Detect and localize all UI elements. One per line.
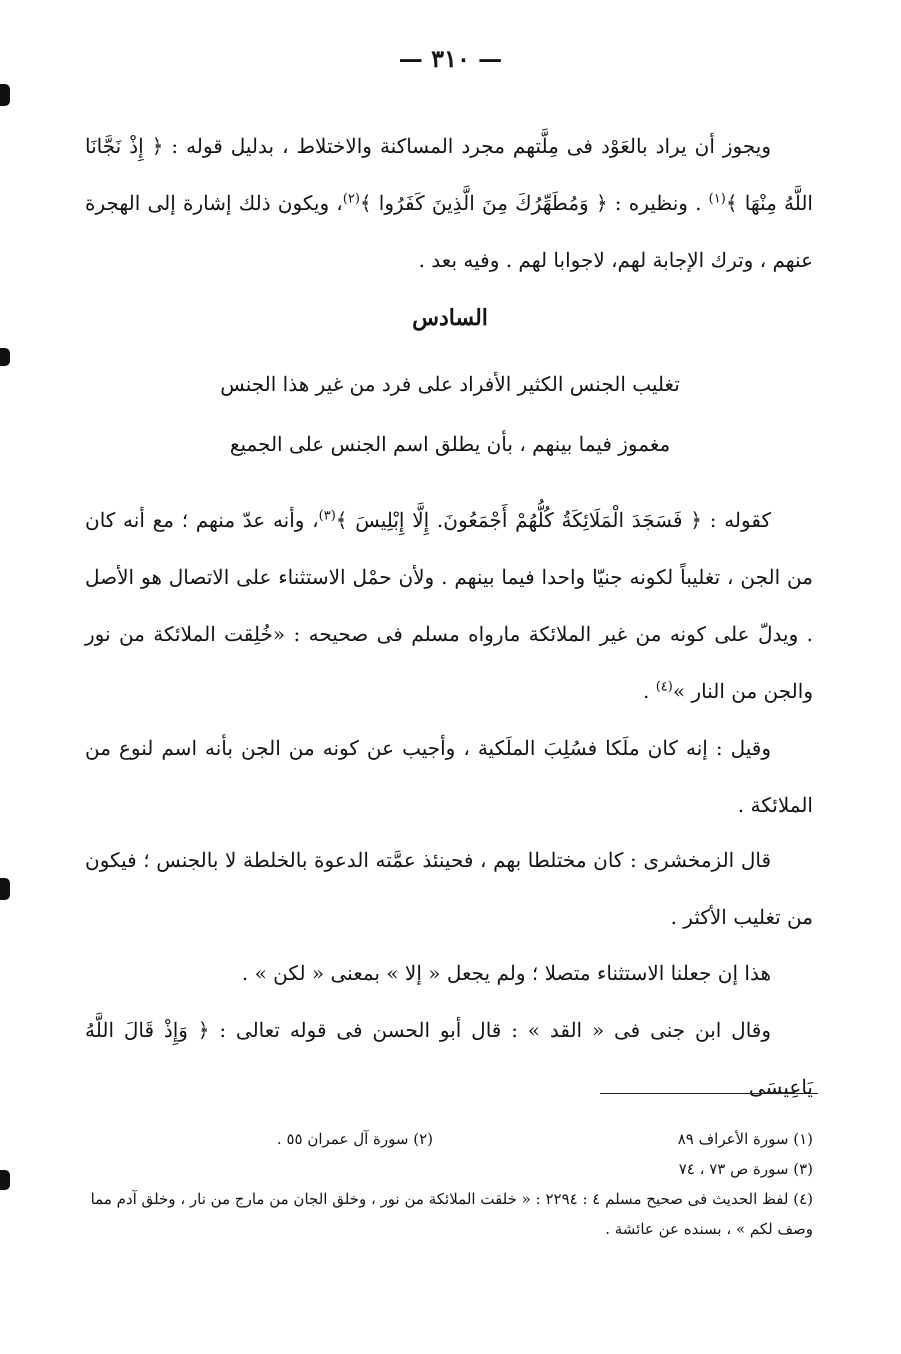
footnote-1: (١) سورة الأعراف ٨٩ [677, 1130, 813, 1148]
scan-edge-mark [0, 348, 10, 366]
paragraph-1-text: ويجوز أن يراد بالعَوْد فى مِلَّتهم مجرد المساكنة والاختلاط ، بدليل قوله : ﴿ إِذْ نَجَّانَا اللَّهُ مِنْهَا ﴾ [85, 134, 813, 215]
paragraph-2-text: كقوله : ﴿ فَسَجَدَ الْمَلَائِكَةُ كُلُّهُمْ أَجْمَعُونَ. إِلَّا إِبْلِيسَ ﴾ [335, 508, 771, 532]
footnote-ref-1: (١) [708, 191, 726, 207]
section-subheading-2: مغموز فيما بينهم ، بأن يطلق اسم الجنس على الجميع [229, 432, 671, 456]
paragraph-3: وقيل : إنه كان ملَكا فسُلِبَ الملَكية ، وأجيب عن كونه من الجن بأنه اسم لنوع من الملائكة . [85, 736, 813, 817]
paragraph-2 [85, 492, 813, 720]
section-heading: السادس [412, 305, 488, 331]
paragraph-1-text-3: ، ويكون ذلك إشارة إلى الهجرة عنهم ، وترك الإجابة لهم، لاجوابا لهم . وفيه بعد . [85, 191, 813, 272]
paragraph-5: هذا إن جعلنا الاستثناء متصلا ؛ ولم يجعل « إلا » بمعنى « لكن » . [241, 961, 771, 985]
footnote-ref-3: (٣) [318, 508, 336, 524]
paragraph-2-text-3: . [643, 679, 656, 703]
scan-edge-mark [0, 878, 10, 900]
paragraph-6: وقال ابن جنى فى « القد » : قال أبو الحسن فى قوله تعالى : ﴿ وَإِذْ قَالَ اللَّهُ يَاعِيسَى [85, 1018, 813, 1099]
footnote-row-1 [78, 1124, 813, 1154]
footnote-2: (٢) سورة آل عمران ٥٥ . [276, 1130, 433, 1148]
page-number: — ٣١٠ — [398, 44, 503, 73]
footnote-ref-4: (٤) [655, 679, 673, 695]
scan-edge-mark [0, 1170, 10, 1190]
paragraph-1 [85, 118, 813, 289]
footnote-3: (٣) سورة ص ٧٣ ، ٧٤ [678, 1160, 813, 1178]
paragraph-1-text-2: . ونظيره : ﴿ وَمُطَهِّرُكَ مِنَ الَّذِينَ كَفَرُوا ﴾ [359, 191, 709, 215]
section-subheading-1: تغليب الجنس الكثير الأفراد على فرد من غير هذا الجنس [220, 372, 680, 396]
paragraph-2-text-2: ، وأنه عدّ منهم ؛ مع أنه كان من الجن ، تغليباً لكونه جنيّا واحدا فيما بينهم . ولأن حمْل الاستثناء على الاتصال هو الأصل . ويدلّ على كونه من غير الملائكة مارواه مسلم فى صحيحه : «خُلِقت الملائكة من نور والجن من النار » [85, 508, 813, 703]
footnote-4: (٤) لفظ الحديث فى صحيح مسلم ٤ : ٢٢٩٤ : « خلقت الملائكة من نور ، وخلق الجان من مارج من نار ، وخلق آدم مما وصف لكم » ، بسنده عن عائشة . [90, 1190, 813, 1238]
paragraph-4: قال الزمخشرى : كان مختلطا بهم ، فحينئذ عمَّته الدعوة بالخلطة لا بالجنس ؛ فيكون من تغليب الأكثر . [85, 848, 813, 929]
scan-edge-mark [0, 84, 10, 106]
footnote-separator [600, 1093, 818, 1094]
footnote-ref-2: (٢) [342, 191, 360, 207]
